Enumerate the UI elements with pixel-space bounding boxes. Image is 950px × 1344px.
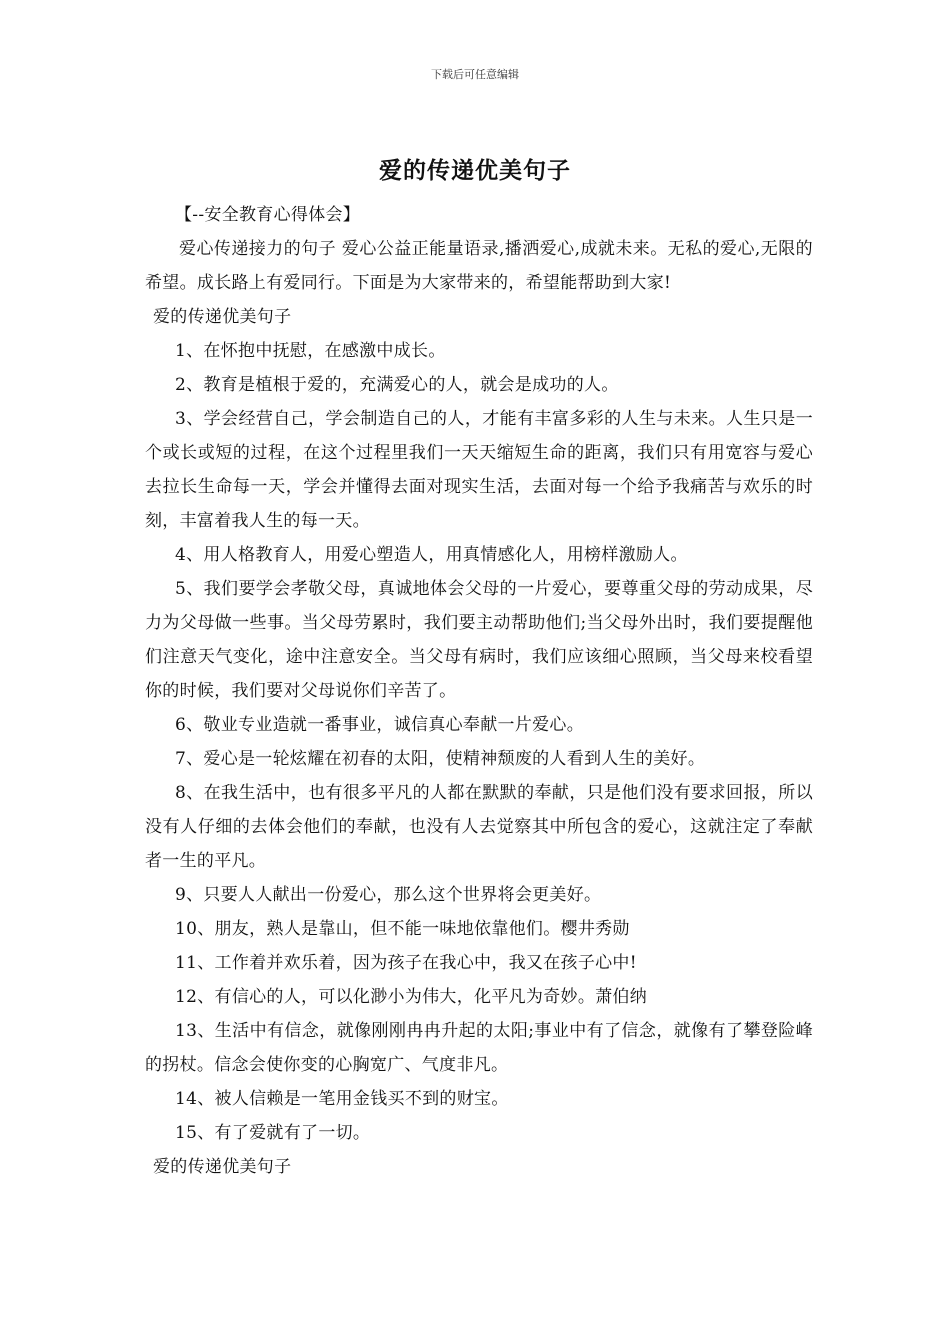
- list-item: 8、在我生活中，也有很多平凡的人都在默默的奉献，只是他们没有要求回报，所以没有人仔细的去体会他们的奉献，也没有人去觉察其中所包含的爱心，这就注定了奉献者一生的平凡。: [145, 783, 813, 871]
- list-item: 6、敬业专业造就一番事业，诚信真心奉献一片爱心。: [175, 715, 585, 735]
- list-item: 13、生活中有信念，就像刚刚冉冉升起的太阳;事业中有了信念，就像有了攀登险峰的拐杖。信念会使你变的心胸宽广、气度非凡。: [145, 1021, 813, 1075]
- list-item: 3、学会经营自己，学会制造自己的人，才能有丰富多彩的人生与未来。人生只是一个或长或短的过程，在这个过程里我们一天天缩短生命的距离，我们只有用宽容与爱心去拉长生命每一天，学会并懂得去面对现实生活，去面对每一个给予我痛苦与欢乐的时刻，丰富着我人生的每一天。: [145, 409, 813, 531]
- page-header-note: 下载后可任意编辑: [431, 68, 519, 81]
- document-title: 爱的传递优美句子: [379, 158, 571, 184]
- subtitle-2: 爱的传递优美句子: [153, 1157, 292, 1177]
- list-item: 2、教育是植根于爱的，充满爱心的人，就会是成功的人。: [175, 375, 619, 395]
- list-item: 9、只要人人献出一份爱心，那么这个世界将会更美好。: [175, 885, 602, 905]
- list-item: 10、朋友，熟人是靠山，但不能一味地依靠他们。樱井秀勋: [175, 919, 630, 939]
- list-item: 4、用人格教育人，用爱心塑造人，用真情感化人，用榜样激励人。: [175, 545, 688, 565]
- list-item: 7、爱心是一轮炫耀在初春的太阳，使精神颓废的人看到人生的美好。: [175, 749, 706, 769]
- list-item: 11、工作着并欢乐着，因为孩子在我心中，我又在孩子心中!: [175, 953, 637, 973]
- list-item: 5、我们要学会孝敬父母，真诚地体会父母的一片爱心，要尊重父母的劳动成果，尽力为父母做一些事。当父母劳累时，我们要主动帮助他们;当父母外出时，我们要提醒他们注意天气变化，途中注意安全。当父母有病时，我们应该细心照顾，当父母来校看望你的时候，我们要对父母说你们辛苦了。: [145, 579, 813, 701]
- list-item: 15、有了爱就有了一切。: [175, 1123, 371, 1143]
- document-body: [145, 198, 813, 1184]
- intro-paragraph: 爱心传递接力的句子 爱心公益正能量语录,播洒爱心,成就未来。无私的爱心,无限的希望。成长路上有爱同行。下面是为大家带来的，希望能帮助到大家!: [145, 239, 813, 293]
- section-tag: 【--安全教育心得体会】: [175, 205, 361, 225]
- subtitle-1: 爱的传递优美句子: [153, 307, 292, 327]
- list-item: 14、被人信赖是一笔用金钱买不到的财宝。: [175, 1089, 509, 1109]
- list-item: 1、在怀抱中抚慰，在感激中成长。: [175, 341, 446, 361]
- list-item: 12、有信心的人，可以化渺小为伟大，化平凡为奇妙。萧伯纳: [175, 987, 648, 1007]
